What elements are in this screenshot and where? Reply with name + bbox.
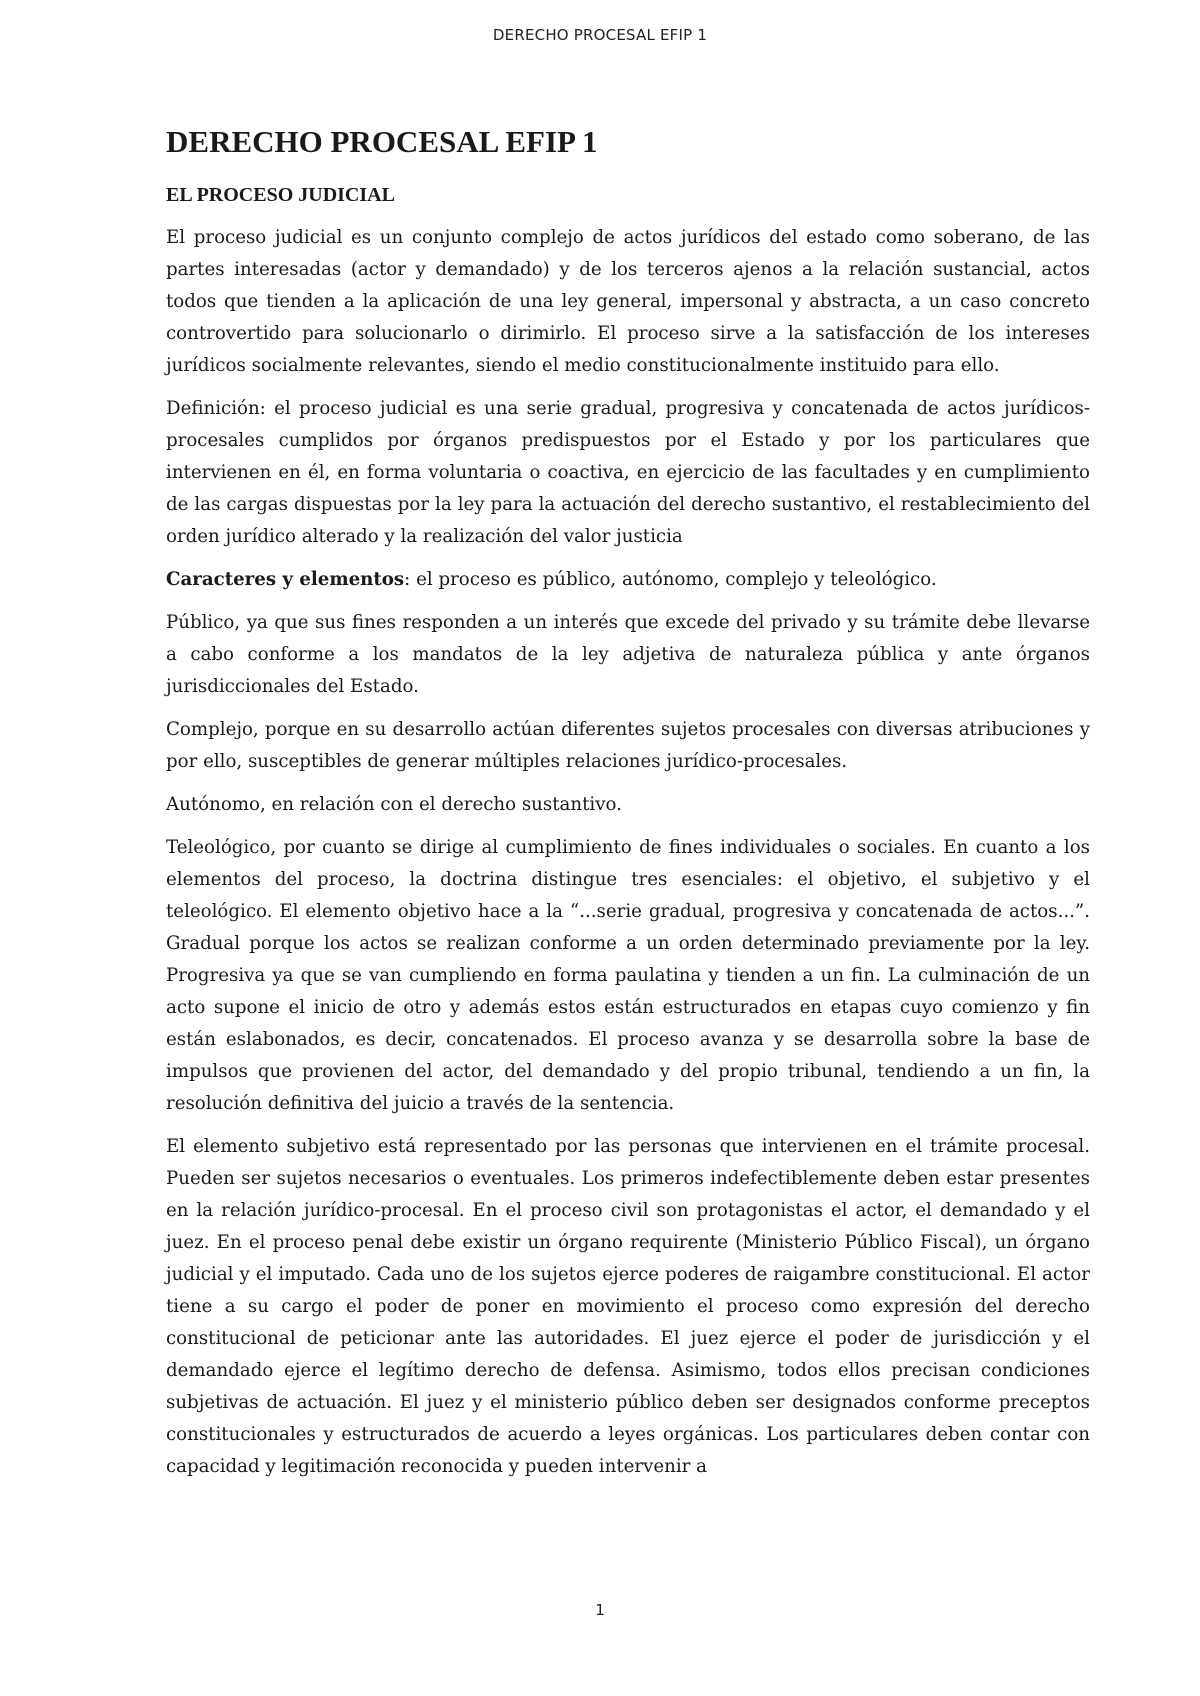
section-heading: EL PROCESO JUDICIAL	[166, 184, 395, 206]
paragraph-caracteres	[166, 564, 1090, 596]
paragraph-intro: El proceso judicial es un conjunto complejo de actos jurídicos del estado como soberano, de las partes interesadas (actor y demandado) y de los terceros ajenos a la relación sustancial, actos todos que tienden a la aplicación de una ley general, impersonal y abstracta, a un caso concreto controvertido para solucionarlo o dirimirlo. El proceso sirve a la satisfacción de los intereses jurídicos socialmente relevantes, siendo el medio constitucionalmente instituido para ello.	[166, 227, 1090, 376]
running-header: DERECHO PROCESAL EFIP 1	[492, 26, 708, 44]
paragraph-teleologico: Teleológico, por cuanto se dirige al cumplimiento de fines individuales o sociales. En cuanto a los elementos del proceso, la doctrina distingue tres esenciales: el objetivo, el subjetivo y el teleológico. El elemento objetivo hace a la “...serie gradual, progresiva y concatenada de actos...”. Gradual porque los actos se realizan conforme a un orden determinado previamente por la ley. Progresiva ya que se van cumpliendo en forma paulatina y tienden a un fin. La culminación de un acto supone el inicio de otro y además estos están estructurados en etapas cuyo comienzo y fin están eslabonados, es decir, concatenados. El proceso avanza y se desarrolla sobre la base de impulsos que provienen del actor, del demandado y del propio tribunal, tendiendo a un fin, la resolución definitiva del juicio a través de la sentencia.	[166, 837, 1090, 1114]
paragraph-autonomo: Autónomo, en relación con el derecho sustantivo.	[166, 794, 622, 815]
paragraph-elemento-subjetivo: El elemento subjetivo está representado por las personas que intervienen en el trámite procesal. Pueden ser sujetos necesarios o eventuales. Los primeros indefectiblemente deben estar presentes en la relación jurídico-procesal. En el proceso civil son protagonistas el actor, el demandado y el juez. En el proceso penal debe existir un órgano requirente (Ministerio Público Fiscal), un órgano judicial y el imputado. Cada uno de los sujetos ejerce poderes de raigambre constitucional. El actor tiene a su cargo el poder de poner en movimiento el proceso como expresión del derecho constitucional de peticionar ante las autoridades. El juez ejerce el poder de jurisdicción y el demandado ejerce el legítimo derecho de defensa. Asimismo, todos ellos precisan condiciones subjetivas de actuación. El juez y el ministerio público deben ser designados conforme preceptos constitucionales y estructurados de acuerdo a leyes orgánicas. Los particulares deben contar con capacidad y legitimación reconocida y pueden intervenir a	[166, 1136, 1090, 1477]
document-body	[166, 122, 1090, 1494]
paragraph-publico: Público, ya que sus fines responden a un interés que excede del privado y su trámite debe llevarse a cabo conforme a los mandatos de la ley adjetiva de naturaleza pública y ante órganos jurisdiccionales del Estado.	[166, 612, 1090, 697]
document-title: DERECHO PROCESAL EFIP 1	[166, 124, 598, 159]
caracteres-bold-lead: Caracteres y elementos	[166, 569, 405, 590]
paragraph-complejo: Complejo, porque en su desarrollo actúan diferentes sujetos procesales con diversas atribuciones y por ello, susceptibles de generar múltiples relaciones jurídico-procesales.	[166, 719, 1090, 772]
caracteres-text: : el proceso es público, autónomo, complejo y teleológico.	[404, 569, 937, 590]
paragraph-definicion: Definición: el proceso judicial es una serie gradual, progresiva y concatenada de actos jurídicos-procesales cumplidos por órganos predispuestos por el Estado y por los particulares que intervienen en él, en forma voluntaria o coactiva, en ejercicio de las facultades y en cumplimiento de las cargas dispuestas por la ley para la actuación del derecho sustantivo, el restablecimiento del orden jurídico alterado y la realización del valor justicia	[166, 398, 1090, 547]
page-number: 1	[595, 1601, 605, 1619]
